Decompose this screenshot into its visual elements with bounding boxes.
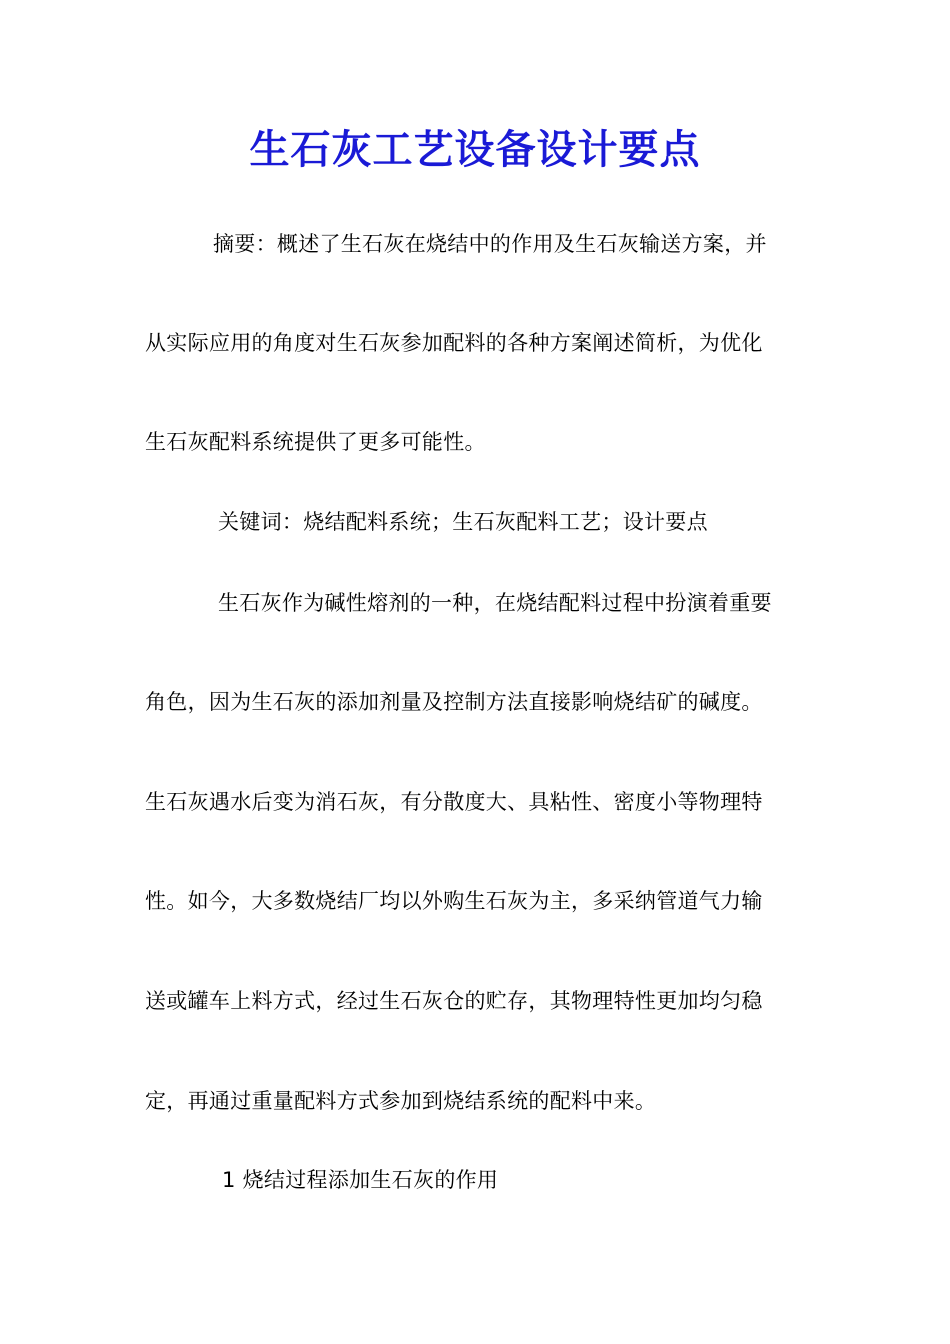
body-line-3: 生石灰遇水后变为消石灰，有分散度大、具粘性、密度小等物理特 <box>145 790 763 814</box>
abstract-line-3: 生石灰配料系统提供了更多可能性。 <box>145 430 486 454</box>
body-line-6: 定，再通过重量配料方式参加到烧结系统的配料中来。 <box>145 1089 657 1113</box>
document-title: 生石灰工艺设备设计要点 <box>249 126 701 173</box>
section-heading: 1 烧结过程添加生石灰的作用 <box>222 1168 499 1192</box>
abstract-line-2: 从实际应用的角度对生石灰参加配料的各种方案阐述简析，为优化 <box>145 331 763 355</box>
body-line-2: 角色，因为生石灰的添加剂量及控制方法直接影响烧结矿的碱度。 <box>145 690 763 714</box>
body-line-1: 生石灰作为碱性熔剂的一种，在烧结配料过程中扮演着重要 <box>218 591 772 615</box>
body-line-4: 性。如今，大多数烧结厂均以外购生石灰为主，多采纳管道气力输 <box>145 889 763 913</box>
abstract-line-1: 摘要：概述了生石灰在烧结中的作用及生石灰输送方案，并 <box>213 232 767 256</box>
keywords-line: 关键词：烧结配料系统；生石灰配料工艺；设计要点 <box>218 510 708 534</box>
body-line-5: 送或罐车上料方式，经过生石灰仓的贮存，其物理特性更加均匀稳 <box>145 989 763 1013</box>
